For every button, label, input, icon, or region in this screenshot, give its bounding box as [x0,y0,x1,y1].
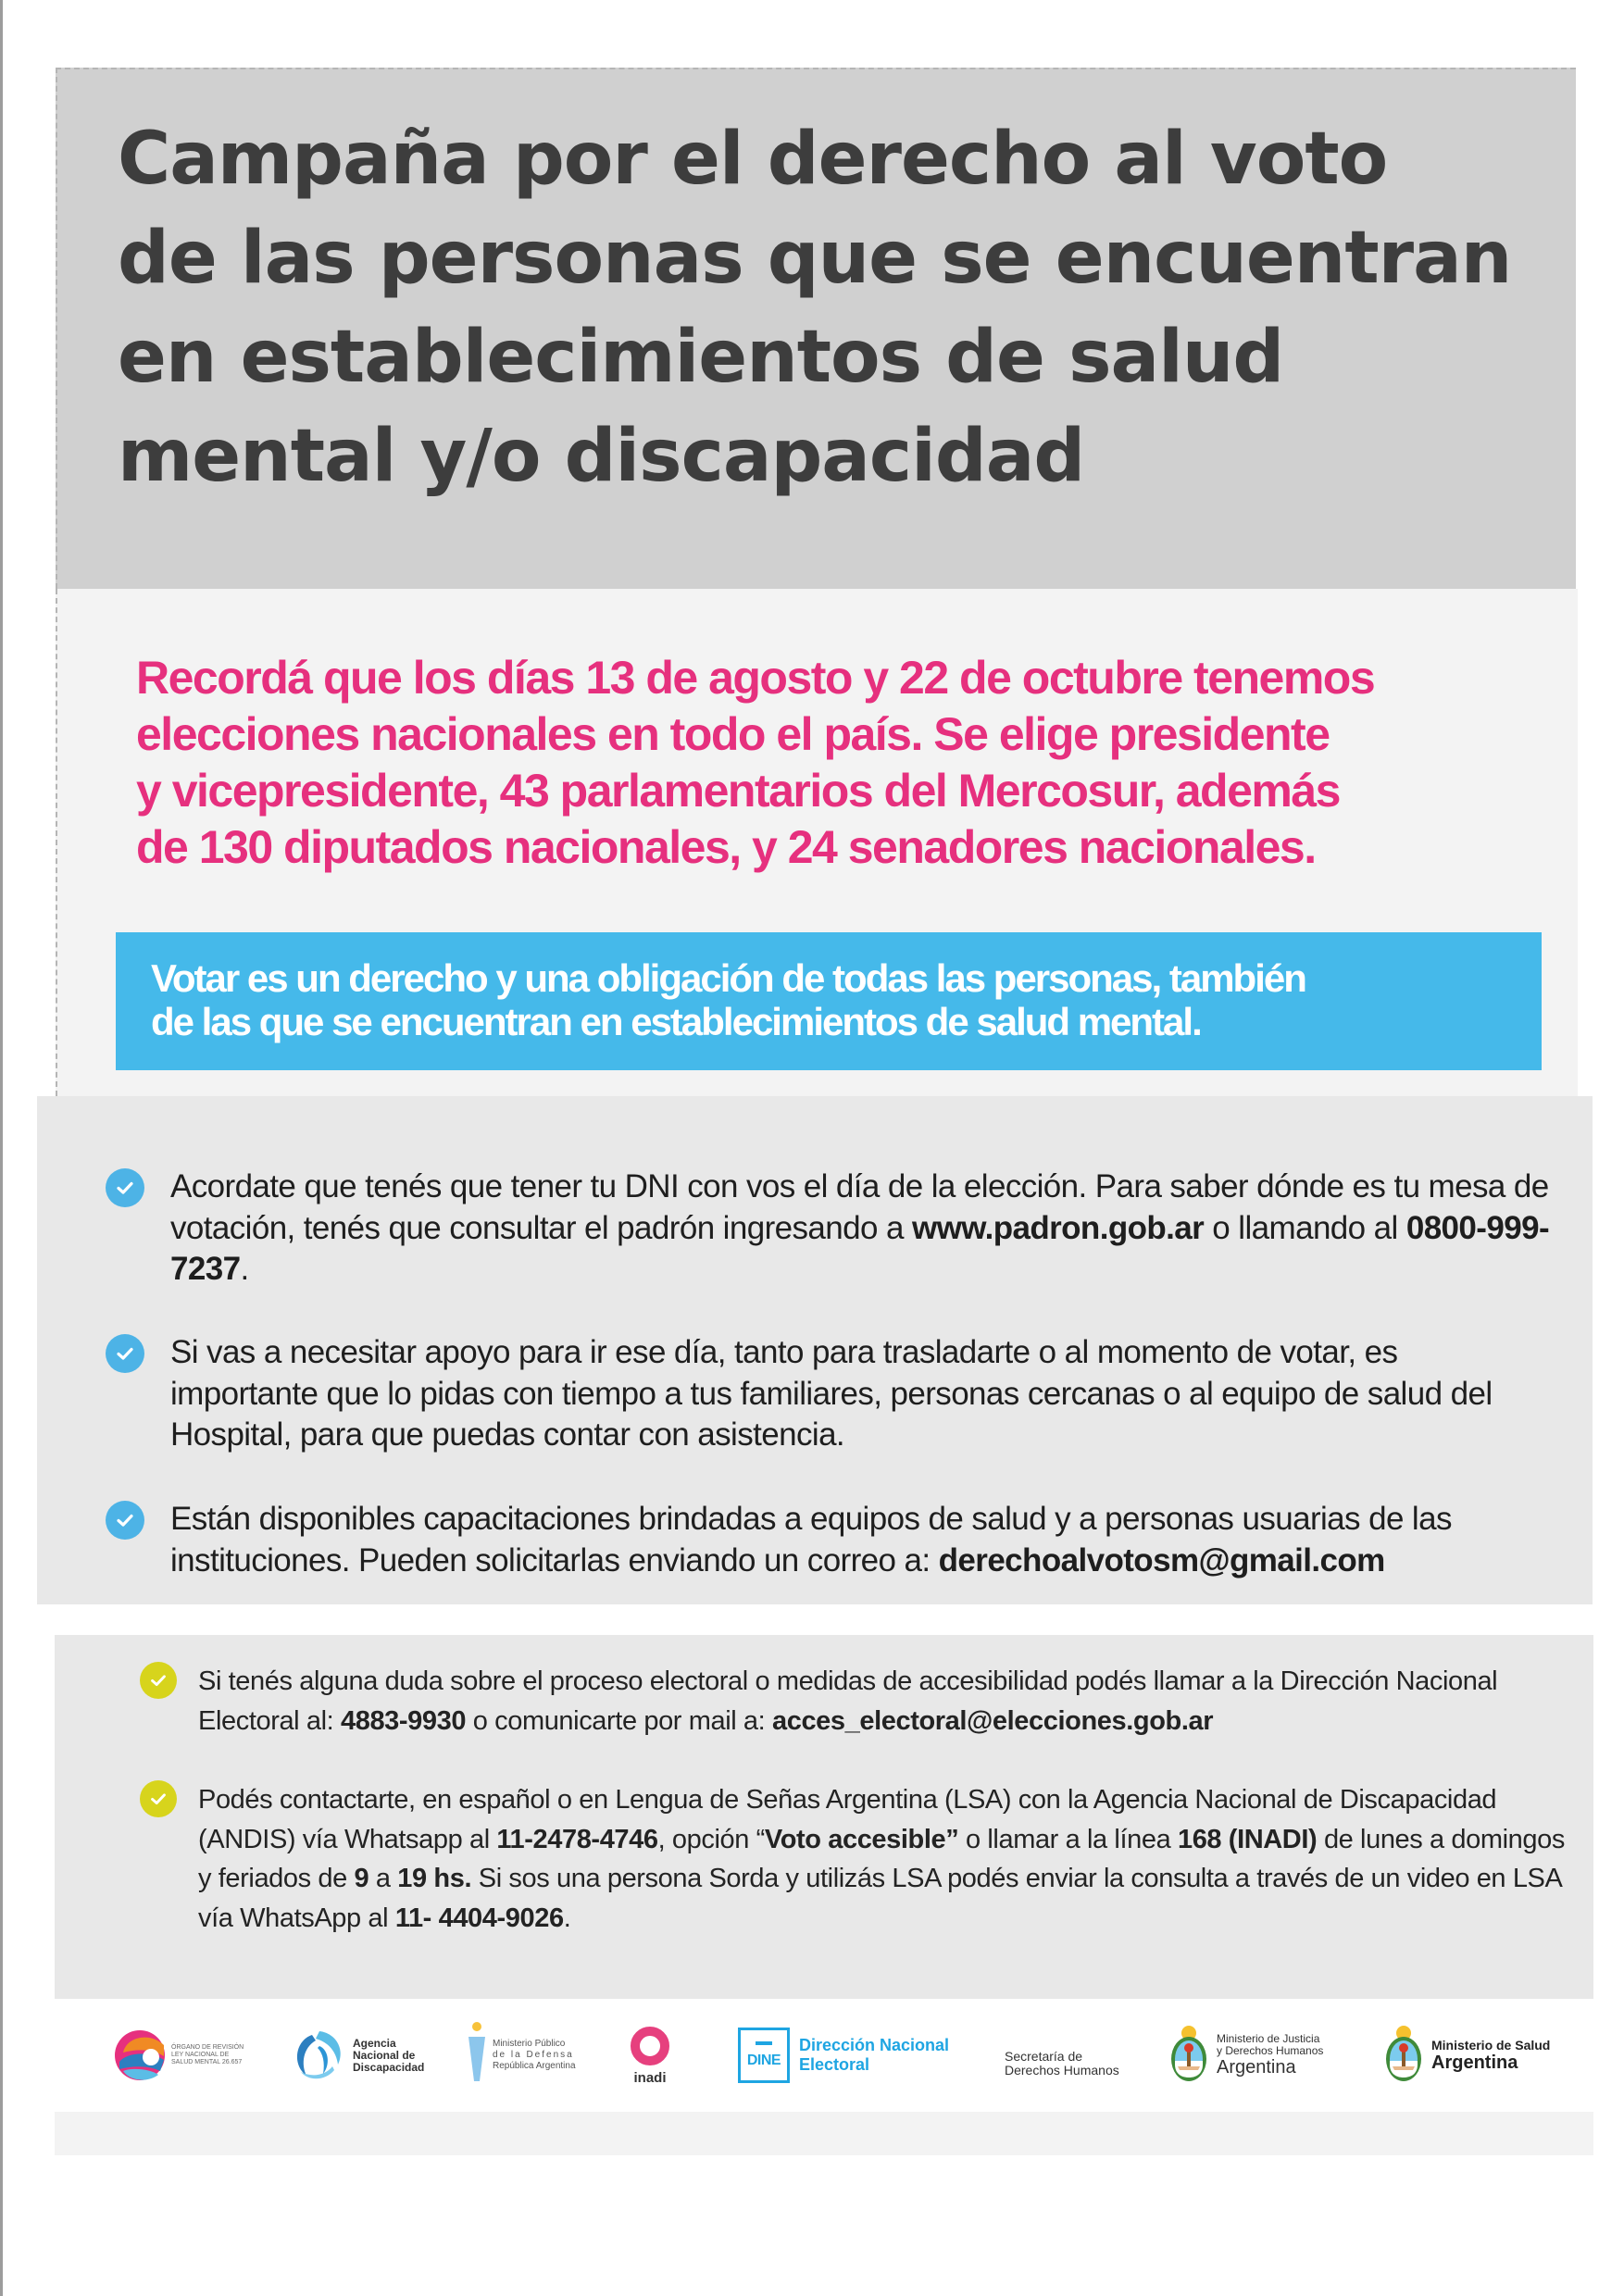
andis-swirl-icon [292,2028,345,2083]
andis-contact-text: Podés contactarte, en español o en Lengua de Señas Argentina (LSA) con la Agencia Nacional de Discapacidad (ANDIS) vía Whatsapp al 11-2478-4746, opción “Voto accesible” o llamar a la línea 168 (INADI) de lunes a domingos y feriados de 9 a 19 hs. Si sos una persona Sorda y utilizás LSA podés enviar la consulta a través de un video en LSA vía WhatsApp al 11- 4404-9026. [198,1785,1565,1933]
election-notice-panel [56,589,1578,1096]
page-left-border [0,0,3,2296]
election-dates-line: elecciones nacionales en todo el país. Se elige presidente [136,708,1330,760]
logo-ministerio-salud: Ministerio de Salud Argentina [1383,1999,1550,2112]
check-circle-blue-icon [106,1168,144,1207]
election-dates-line: de 130 diputados nacionales, y 24 senadores nacionales. [136,821,1316,873]
dine-email-link[interactable]: acces_electoral@elecciones.gob.ar [771,1705,1214,1736]
title-line: mental y/o discapacidad [118,415,1085,498]
check-circle-yellow-icon [140,1662,177,1699]
andis-whatsapp[interactable]: 11-2478-4746 [496,1824,658,1854]
defensa-figure-icon [467,2022,487,2089]
logo-ministerio-justicia: Ministerio de Justicia y Derechos Humanos Argentina [1168,1999,1323,2112]
voting-right-banner [116,932,1542,1070]
voting-tips-panel [37,1096,1593,1604]
voting-right-text [151,956,1542,1043]
logo-andis: Agencia Nacional de Discapacidad [292,1999,424,2112]
list-item [140,1780,1566,1938]
logo-inadi: inadi [630,1999,670,2112]
dni-reminder-text: Acordate que tenés que tener tu DNI con vos el día de la elección. Para saber dónde es tu mesa de votación, tenés que consultar el padrón ingresando a www.padron.gob.ar o llamando al 0800-999-7237. [170,1168,1549,1287]
page-title [118,110,1562,506]
list-item [106,1499,1550,1581]
logo-secretaria-ddhh: Secretaría de Derechos Humanos [1005,2049,1119,2078]
dine-badge: DINE [738,2028,790,2083]
title-line: de las personas que se encuentran [118,217,1512,300]
argentina-coat-of-arms-icon [1383,2024,1424,2087]
header-panel [56,68,1576,589]
logo-organo-revision: ÓRGANO DE REVISIÓN LEY NACIONAL DE SALUD MENTAL 26.657 [114,1999,244,2112]
list-item [140,1662,1566,1741]
list-item [106,1167,1550,1291]
organo-revision-icon [114,2028,166,2082]
lsa-whatsapp[interactable]: 11- 4404-9026 [394,1903,564,1933]
election-dates-line: Recordá que los días 13 de agosto y 22 de octubre tenemos [136,652,1375,704]
check-circle-blue-icon [106,1334,144,1373]
list-item [106,1332,1550,1456]
padron-phone[interactable]: 0800-999-7237 [170,1209,1549,1287]
election-dates-text [136,650,1562,876]
inadi-line[interactable]: 168 (INADI) [1177,1824,1318,1854]
dine-contact-text: Si tenés alguna duda sobre el proceso electoral o medidas de accesibilidad podés llamar a la Dirección Nacional Electoral al: 4883-9930 o comunicarte por mail a: acces_electoral@elecciones.gob.ar [198,1666,1498,1736]
argentina-coat-of-arms-icon [1168,2024,1209,2087]
dine-phone[interactable]: 4883-9930 [340,1705,467,1736]
logo-dine: DINE Dirección Nacional Electoral [738,1999,949,2112]
logo-defensa-publica: Ministerio Público de la Defensa República Argentina [467,1999,576,2112]
voto-accesible-option: Voto accesible” [764,1824,959,1854]
contact-info-panel [55,1635,1593,1999]
voting-right-line: Votar es un derecho y una obligación de todas las personas, también [151,956,1305,1000]
training-email-link[interactable]: derechoalvotosm@gmail.com [938,1541,1385,1578]
voting-right-line: de las que se encuentran en establecimientos de salud mental. [151,1000,1201,1043]
sponsor-logos-bar [55,1999,1593,2112]
footer-strip [55,2112,1593,2155]
support-request-text: Si vas a necesitar apoyo para ir ese día, tanto para trasladarte o al momento de votar, es importante que lo pidas con tiempo a tus familiares, personas cercanas o al equipo de salud del Hospital, para que puedas contar con asistencia. [170,1334,1493,1453]
inadi-ring-icon [630,2026,670,2066]
check-circle-yellow-icon [140,1780,177,1817]
training-text: Están disponibles capacitaciones brindadas a equipos de salud y a personas usuarias de las instituciones. Pueden solicitarlas enviando un correo a: derechoalvotosm@gmail.com [170,1501,1452,1578]
padron-link[interactable]: www.padron.gob.ar [912,1209,1205,1246]
check-circle-blue-icon [106,1501,144,1540]
title-line: Campaña por el derecho al voto [118,118,1388,201]
title-line: en establecimientos de salud [118,316,1284,399]
election-dates-line: y vicepresidente, 43 parlamentarios del Mercosur, además [136,765,1340,817]
